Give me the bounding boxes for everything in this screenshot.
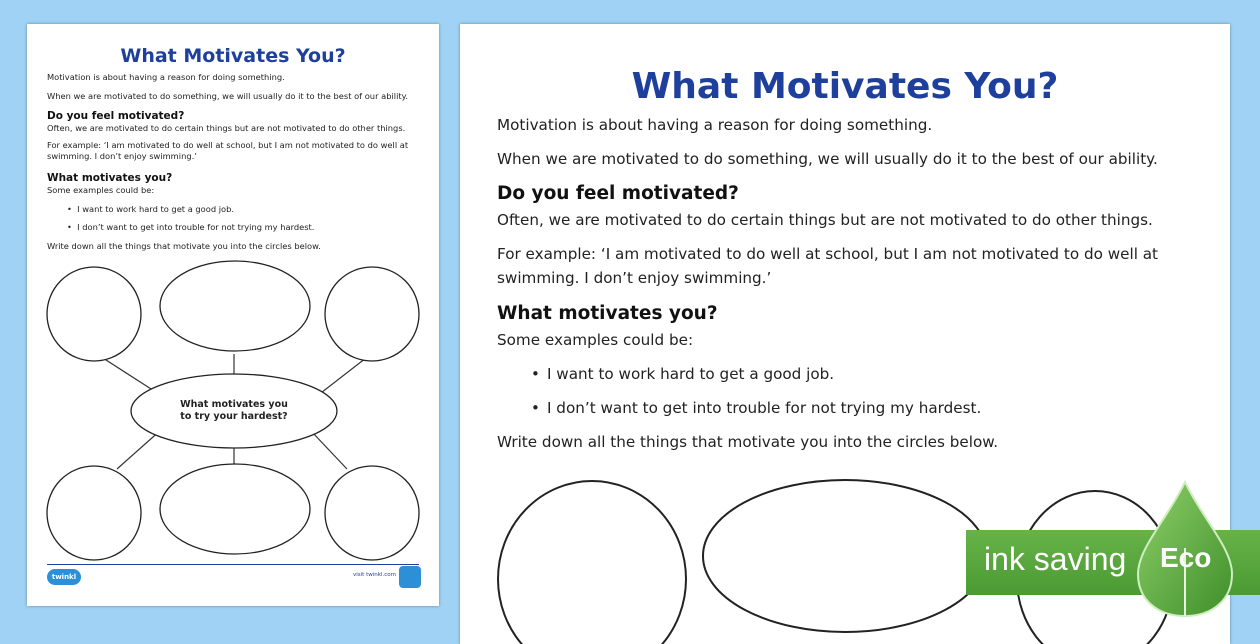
intro-2: When we are motivated to do something, we will usually do it to the best of our ability.	[497, 150, 1158, 168]
thumb-examples-intro: Some examples could be:	[47, 185, 155, 195]
thumb-bullet-2: • I don’t want to get into trouble for not trying my hardest.	[67, 222, 315, 232]
thumb-bullet-1: • I want to work hard to get a good job.	[67, 204, 235, 214]
example-line-2: swimming. I don’t enjoy swimming.’	[497, 269, 772, 287]
para-often: Often, we are motivated to do certain things but are not motivated to do other things.	[497, 211, 1153, 229]
thumb-center-question: What motivates you to try your hardest?	[180, 399, 288, 422]
bullet-dot-1: •	[531, 365, 540, 383]
visit-link[interactable]: visit twinkl.com	[353, 572, 396, 578]
twinkl-logo: twinkl	[47, 569, 81, 585]
thumb-mind-map	[27, 24, 439, 606]
thumb-heading-2: What motivates you?	[47, 172, 173, 184]
thumb-oval-top	[160, 261, 310, 351]
bullet-dot-2: •	[531, 399, 540, 417]
thumb-para-1: Often, we are motivated to do certain things but are not motivated to do other things.	[47, 123, 406, 133]
example-line-1: For example: ‘I am motivated to do well at school, but I am not motivated to do well at	[497, 245, 1158, 263]
thumb-badge-icon	[399, 566, 421, 588]
bullet-2: I don’t want to get into trouble for not trying my hardest.	[547, 399, 982, 417]
heading-what-motivates: What motivates you?	[497, 303, 718, 324]
instruction: Write down all the things that motivate you into the circles below.	[497, 433, 999, 451]
bullet-1: I want to work hard to get a good job.	[547, 365, 835, 383]
thumb-circle-top-left	[47, 267, 141, 361]
circle-left	[498, 481, 686, 644]
thumb-intro-2: When we are motivated to do something, we will usually do it to the best of our ability.	[47, 91, 408, 101]
thumb-intro-1: Motivation is about having a reason for doing something.	[47, 72, 285, 82]
intro-1: Motivation is about having a reason for doing something.	[497, 116, 933, 134]
thumb-title: What Motivates You?	[120, 45, 346, 67]
thumb-example-2: swimming. I don’t enjoy swimming.’	[47, 151, 197, 161]
ink-saving-label: ink saving	[984, 541, 1127, 577]
heading-feel-motivated: Do you feel motivated?	[497, 183, 739, 204]
thumb-instruction: Write down all the things that motivate you into the circles below.	[47, 241, 321, 251]
oval-center	[703, 480, 987, 632]
thumbnail-worksheet[interactable]	[27, 24, 439, 606]
examples-intro: Some examples could be:	[497, 331, 694, 349]
eco-tag: Eco	[1160, 542, 1212, 573]
thumb-circle-bottom-left	[47, 466, 141, 560]
thumb-example-1: For example: ‘I am motivated to do well at school, but I am not motivated to do well at	[47, 140, 409, 150]
thumb-footer-divider	[47, 564, 419, 565]
thumb-circle-top-right	[325, 267, 419, 361]
page-title: What Motivates You?	[631, 66, 1059, 107]
thumb-circle-bottom-right	[325, 466, 419, 560]
thumb-oval-bottom	[160, 464, 310, 554]
thumb-heading-1: Do you feel motivated?	[47, 110, 185, 122]
